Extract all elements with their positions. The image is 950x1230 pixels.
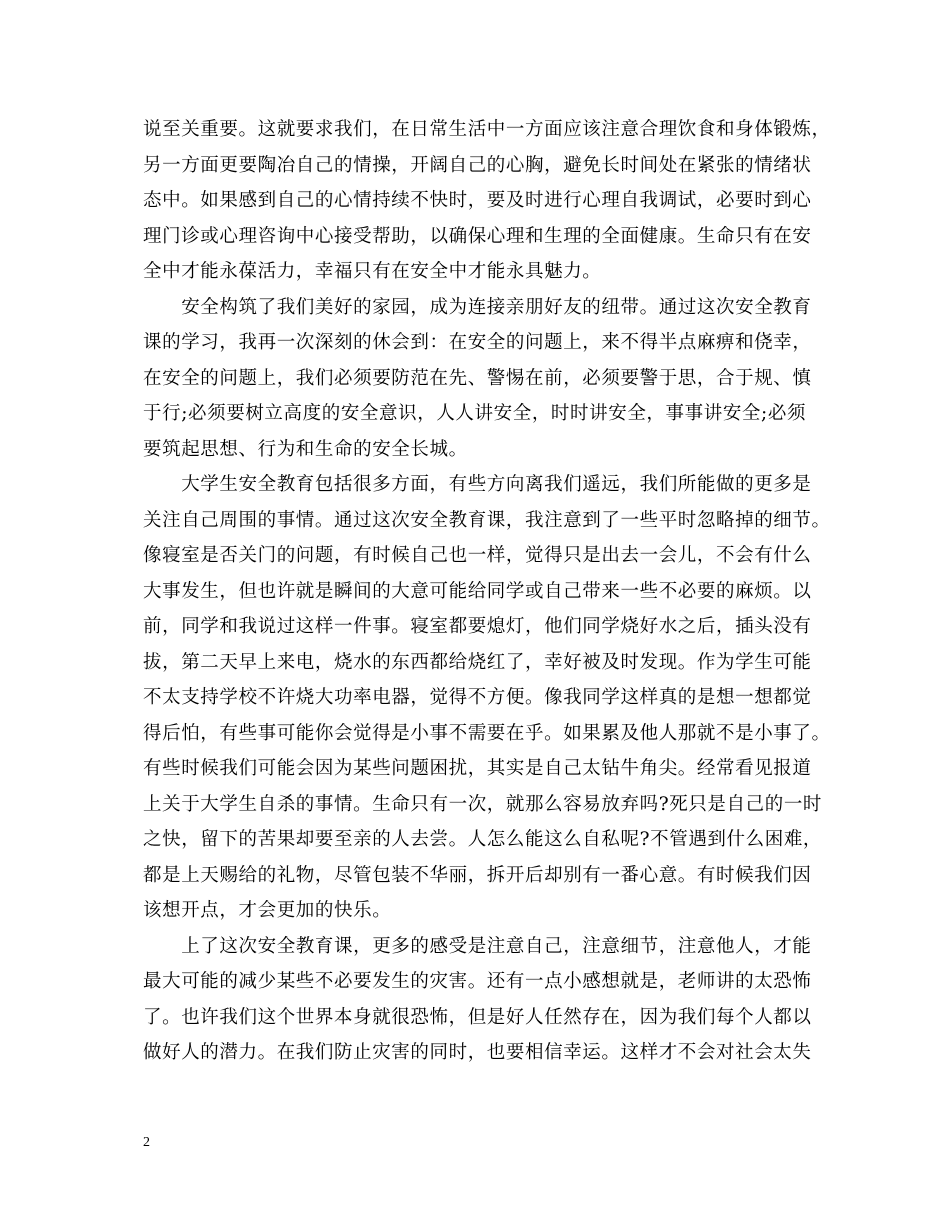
text-line: 得后怕，有些事可能你会觉得是小事不需要在乎。如果累及他人那就不是小事了。 bbox=[143, 722, 831, 744]
text-line: 全中才能永葆活力，幸福只有在安全中才能永具魅力。 bbox=[143, 261, 602, 282]
text-line: 前，同学和我说过这样一件事。寝室都要熄灯，他们同学烧好水之后，插头没有 bbox=[143, 616, 812, 637]
page-number: 2 bbox=[143, 1135, 150, 1150]
text-line: 上关于大学生自杀的事情。生命只有一次，就那么容易放弃吗?死只是自己的一时 bbox=[143, 793, 823, 815]
text-line: 做好人的潜力。在我们防止灾害的同时，也要相信幸运。这样才不会对社会太失 bbox=[143, 1042, 812, 1063]
text-line: 上了这次安全教育课，更多的感受是注意自己，注意细节，注意他人，才能 bbox=[143, 935, 812, 957]
text-line: 课的学习，我再一次深刻的休会到：在安全的问题上，来不得半点麻痹和侥幸， bbox=[143, 332, 812, 353]
text-line: 说至关重要。这就要求我们，在日常生活中一方面应该注意合理饮食和身体锻炼， bbox=[143, 119, 831, 140]
text-line: 在安全的问题上，我们必须要防范在先、警惕在前，必须要警于思，合于规、慎 bbox=[143, 367, 812, 389]
text-line: 态中。如果感到自己的心情持续不快时，要及时进行心理自我调试，必要时到心 bbox=[143, 190, 812, 211]
text-line: 了。也许我们这个世界本身就很恐怖，但是好人任然存在，因为我们每个人都以 bbox=[143, 1006, 812, 1028]
text-line: 大事发生，但也许就是瞬间的大意可能给同学或自己带来一些不必要的麻烦。以 bbox=[143, 580, 812, 602]
text-line: 该想开点，才会更加的快乐。 bbox=[143, 900, 392, 921]
text-line: 最大可能的减少某些不必要发生的灾害。还有一点小感想就是，老师讲的太恐怖 bbox=[143, 971, 812, 992]
text-line: 关注自己周围的事情。通过这次安全教育课，我注意到了一些平时忽略掉的细节。 bbox=[143, 509, 831, 531]
text-line: 不太支持学校不许烧大功率电器，觉得不方便。像我同学这样真的是想一想都觉 bbox=[143, 687, 812, 708]
text-line: 像寝室是否关门的问题，有时候自己也一样，觉得只是出去一会儿，不会有什么 bbox=[143, 545, 812, 566]
text-line: 安全构筑了我们美好的家园，成为连接亲朋好友的纽带。通过这次安全教育 bbox=[143, 296, 812, 318]
text-line: 要筑起思想、行为和生命的安全长城。 bbox=[143, 438, 468, 460]
text-line: 另一方面更要陶冶自己的情操，开阔自己的心胸，避免长时间处在紧张的情绪状 bbox=[143, 154, 812, 176]
body-text bbox=[143, 112, 831, 1071]
text-line: 拔，第二天早上来电，烧水的东西都给烧红了，幸好被及时发现。作为学生可能 bbox=[143, 651, 812, 673]
text-line: 之快，留下的苦果却要至亲的人去尝。人怎么能这么自私呢?不管遇到什么困难， bbox=[143, 829, 823, 850]
text-line: 大学生安全教育包括很多方面，有些方向离我们遥远，我们所能做的更多是 bbox=[143, 474, 812, 495]
text-line: 于行;必须要树立高度的安全意识，人人讲安全，时时讲安全，事事讲安全;必须 bbox=[143, 403, 807, 424]
text-line: 都是上天赐给的礼物，尽管包装不华丽，拆开后却别有一番心意。有时候我们因 bbox=[143, 864, 812, 886]
text-line: 有些时候我们可能会因为某些问题困扰，其实是自己太钻牛角尖。经常看见报道 bbox=[143, 758, 812, 779]
text-line: 理门诊或心理咨询中心接受帮助，以确保心理和生理的全面健康。生命只有在安 bbox=[143, 225, 812, 247]
